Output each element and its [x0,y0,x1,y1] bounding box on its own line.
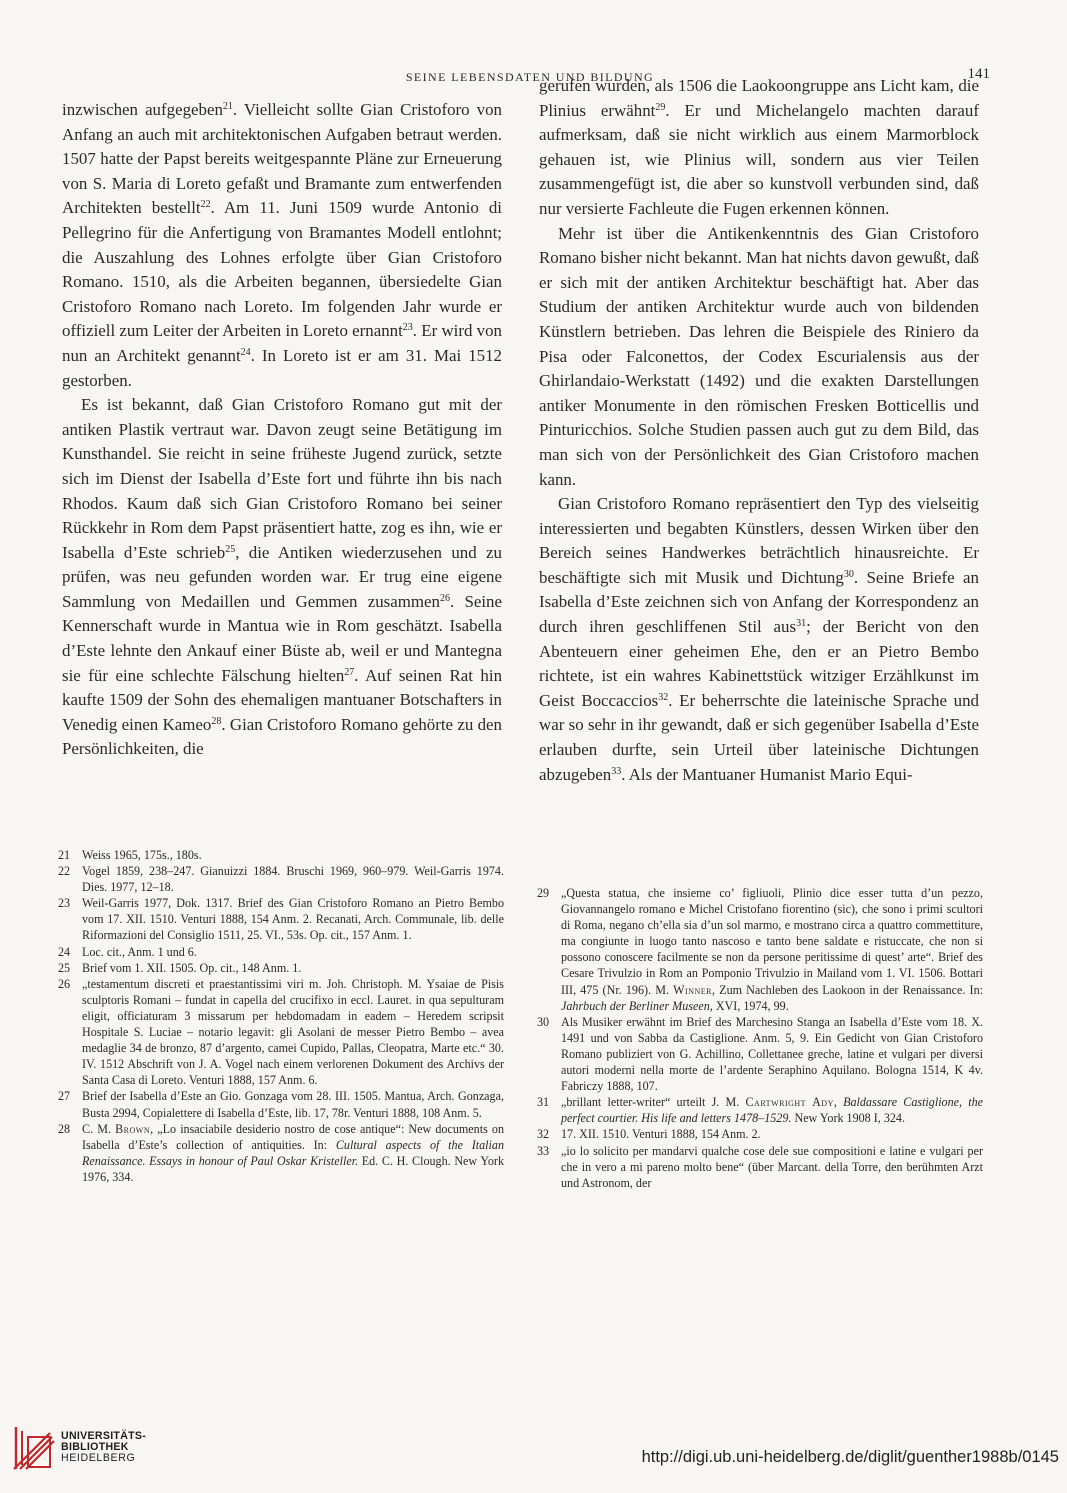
running-header: SEINE LEBENSDATEN UND BILDUNG [405,70,655,84]
library-logo-icon [12,1425,56,1471]
footnote-number: 24 [58,944,71,959]
footnote-21: 21 Weiss 1965, 175s., 180s. [58,848,202,862]
footnote-26: 26 „testamentum discreti et praestantissimi viri m. Joh. Christoph. M. Ysaiae de Pisis sculptoris Romani – fundat in capella del crucifixo in eccl. Lauret. in qua sepulturam eligit, officiaturam 3 missarum per hebdomadam in eadem – Heredem scripsit Hospitale S. Luciae – notario legavit: gli Asolani de messer Pietro Bembo – avea medaglie 34 de bronzo, 87 d’argento, camei Cupido, Pallas, Cleopatra, Marte etc.“ 30. IV. 1512 Abschrift von J. A. Vogel nach einem verlorenen Dokument des Archivs der Santa Casa di Loreto. Venturi 1888, 157 Anm. 6. [58,976,504,1088]
footnote-number: 28 [58,1121,71,1136]
footnote-33: 33 „io lo solicito per mandarvi qualche cose dele sue compositioni e latine e vulgari per che in vero a mi pareno molto bene“ (über Marcant. della Torre, den berühmten Arzt und Astronom, der [537,1143,983,1190]
footnote-27: 27 Brief der Isabella d’Este an Gio. Gonzaga vom 28. III. 1505. Mantua, Arch. Gonzaga, Busta 2994, Copialettere di Isabella d’Este, lib. 17, 78r. Venturi 1888, 108 Anm. 5. [58,1089,504,1120]
footnote-number: 21 [58,848,71,862]
footnote-ref[interactable]: 26 [439,592,450,604]
footnote-ref[interactable]: 28 [211,715,222,727]
footnote-ref[interactable]: 31 [796,618,807,630]
footnote-number: 29 [537,886,550,900]
footnote-ref[interactable]: 29 [655,101,666,113]
paragraph: Mehr ist über die Antikenkenntnis des Gian Cristoforo Romano bisher nicht bekannt. Man hat nichts davon gewußt, daß er sich mit der antiken Architektur beschäftigt hat. Aber das Studium der antiken Architektur wurde auch von bildenden Künstlern betrieben. Das lehren die Beispiele des Riniero da Pisa oder Falconettos, der Codex Escurialensis aus der Ghirlandaio-Werkstatt (1492) und die exakten Darstellungen antiker Monumente in den römischen Fresken Botticellis und Pinturicchios. Solche Studien passen auch gut zu dem Bild, das man sich von der Persönlichkeit des Gian Cristoforo machen kann. [539,223,979,489]
footnote-ref[interactable]: 25 [225,543,236,555]
footnote-ref[interactable]: 24 [240,346,251,358]
footnote-number: 26 [58,976,71,991]
source-url-link[interactable]: http://digi.ub.uni-heidelberg.de/diglit/guenther1988b/0145 [641,1448,1059,1466]
footnote-31: 31 „brillant letter-writer“ urteilt J. M. Cartwright Ady, Baldassare Castiglione, the perfect courtier. His life and letters 1478–1529. New York 1908 I, 324. [537,1095,983,1126]
footnote-number: 31 [537,1095,550,1110]
footnote-ref[interactable]: 30 [843,568,854,580]
footnote-number: 33 [537,1143,550,1158]
footnote-ref[interactable]: 22 [200,199,211,211]
library-name: UNIVERSITÄTS- BIBLIOTHEK HEIDELBERG [61,1430,147,1465]
footnote-ref[interactable]: 33 [611,765,622,777]
footnote-number: 32 [537,1127,550,1142]
footnote-number: 22 [58,864,71,879]
page-number: 141 [967,66,990,82]
footnote-number: 23 [58,896,71,911]
paragraph: Gian Cristoforo Romano repräsentiert den Typ des vielseitig interessierten und begabten Künstlers, dessen Wirken über den Bereich seines Handwerkes beträchtlich hinausreichte. Er beschäftigte sich mit Musik und Dichtung$^{30}$. Seine Briefe an Isabella d’Este zeichnen sich von Anfang der Korrespondenz an durch ihren geschliffenen Stil aus$^{31}$; der Bericht von den Abenteuern einer geheimen Ehe, den er an Pietro Bembo richtete, ist ein wahres Kabinettstück witziger Erzählkunst im Geist Boccaccios$^{32}$. Er beherrschte die lateinische Sprache und war so sehr in ihr gewandt, daß er sich gegenüber Isabella d’Este erlauben durfte, sein Urteil über lateinische Dichtungen abzugeben$^{33}$. Als der Mantuaner Humanist Mario Equi- [539,494,979,784]
footnotes-right [537,885,983,1191]
paragraph: gerufen wurden, als 1506 die Laokoongruppe ans Licht kam, die Plinius erwähnt$^{29}$. Er und Michelangelo machten darauf aufmerksam, daß sie nicht wirklich aus einem Marmorblock gehauen ist, wie Plinius will, sondern aus vier Teilen zusammengefügt ist, die aber so kunstvoll verbunden sind, daß nur versierte Fachleute die Fugen erkennen können. [539,76,979,218]
footnote-28: 28 C. M. Brown, „Lo insaciabile desiderio nostro de cose antique“: New documents on Isabella d’Este’s collection of antiquities. In: Cultural aspects of the Italian Renaissance. Essays in honour of Paul Oskar Kristeller. Ed. C. H. Clough. New York 1976, 334. [58,1121,504,1184]
paragraph: inzwischen aufgegeben$^{21}$. Vielleicht sollte Gian Cristoforo von Anfang an auch mit architektonischen Aufgaben betraut werden. 1507 hatte der Papst bereits weitgespannte Pläne zur Erneuerung von S. Maria di Loreto gefaßt und Bramante zum entwerfenden Architekten bestellt$^{22}$. Am 11. Juni 1509 wurde Antonio di Pellegrino für die Anfertigung von Bramantes Modell entlohnt; die Auszahlung des Lohnes erfolgte über Gian Cristoforo Romano. 1510, als die Arbeiten begannen, übersiedelte Gian Cristoforo Romano nach Loreto. Im folgenden Jahr wurde er offiziell zum Leiter der Arbeiten in Loreto ernannt$^{23}$. Er wird von nun an Architekt genannt$^{24}$. In Loreto ist er am 31. Mai 1512 gestorben. [62,100,503,390]
body-column-left [62,98,502,762]
footnote-ref[interactable]: 23 [402,322,413,334]
footnote-24: 24 Loc. cit., Anm. 1 und 6. [58,944,197,959]
footnote-number: 30 [537,1014,550,1029]
footnote-25: 25 Brief vom 1. XII. 1505. Op. cit., 148 Anm. 1. [58,960,302,975]
footnote-ref[interactable]: 32 [658,691,669,703]
footnote-32: 32 17. XII. 1510. Venturi 1888, 154 Anm. 2. [537,1127,761,1142]
footnote-30: 30 Als Musiker erwähnt im Brief des Marchesino Stanga an Isabella d’Este vom 18. X. 1491 und von Sabba da Castiglione. Anm. 5, 9. Ein Gedicht von Gian Cristoforo Romano publiziert von G. Achillino, Collettanee greche, latine et vulgari per diversi autori moderni nella morte de l’ardente Seraphino Aquilano. Bologna 1514, K 4v. Fabriczy 1888, 107. [537,1014,983,1094]
footnotes-left [58,847,504,1185]
footnote-number: 25 [58,960,71,975]
footnote-number: 27 [58,1089,71,1104]
paragraph: Es ist bekannt, daß Gian Cristoforo Romano gut mit der antiken Plastik vertraut war. Davon zeugt seine Betätigung im Kunsthandel. Sie reicht in seine früheste Jugend zurück, setzte sich im Dienst der Isabella d’Este fort und führte ihn bis nach Rhodos. Kaum daß sich Gian Cristoforo Romano bei seiner Rückkehr in Rom dem Papst präsentiert hatte, zog es ihn, wie er Isabella d’Este schrieb$^{25}$, die Antiken wiederzusehen und zu prüfen, was neu gefunden worden war. Er trug eine eigene Sammlung von Medaillen und Gemmen zusammen$^{26}$. Seine Kennerschaft wurde in Mantua wie in Rom geschätzt. Isabella d’Este lehnte den Ankauf einer Büste ab, weil er und Mantegna sie für eine schlechte Fälschung hielten$^{27}$. Auf seinen Rat hin kaufte 1509 der Sohn des ehemaligen mantuaner Botschafters in Venedig einen Kameo$^{28}$. Gian Cristoforo Romano gehörte zu den Persönlichkeiten, die [62,395,503,759]
footnote-23: 23 Weil-Garris 1977, Dok. 1317. Brief des Gian Cristoforo Romano an Pietro Bembo vom 17. XII. 1510. Venturi 1888, 154 Anm. 2. Recanati, Arch. Communale, lib. delle Riformazioni del Consiglio 1511, 25. VI., 53s. Op. cit., 157 Anm. 1. [58,896,504,943]
footnote-22: 22 Vogel 1859, 238–247. Gianuizzi 1884. Bruschi 1969, 960–979. Weil-Garris 1974. Dies. 1977, 12–18. [58,864,504,895]
library-logo[interactable] [12,1425,212,1473]
footnote-ref[interactable]: 21 [222,101,233,112]
body-column-right [539,74,979,787]
footnote-29: 29 „Questa statua, che insieme co’ figliuoli, Plinio dice esser tutta d’un pezzo, Giovannangelo romano e Michel Cristofano fiorentino (sic), che sono i primi scultori di Roma, negano ch’ella sia d’un sol marmo, e mostrano circa a quattro commettiture, ma congiunte in luogo tanto nascoso e tanto bene saldate e ristuccate, che non si possono conoscere facilmente se non da persone peritissime di quest’ arte“. Brief des Cesare Trivulzio in Rom an Pomponio Trivulzio in Mailand vom 1. VI. 1506. Bottari III, 475 (Nr. 196). M. Winner, Zum Nachleben des Laokoon in der Renaissance. In: Jahrbuch der Berliner Museen, XVI, 1974, 99. [537,886,983,1013]
footnote-ref[interactable]: 27 [344,666,355,678]
